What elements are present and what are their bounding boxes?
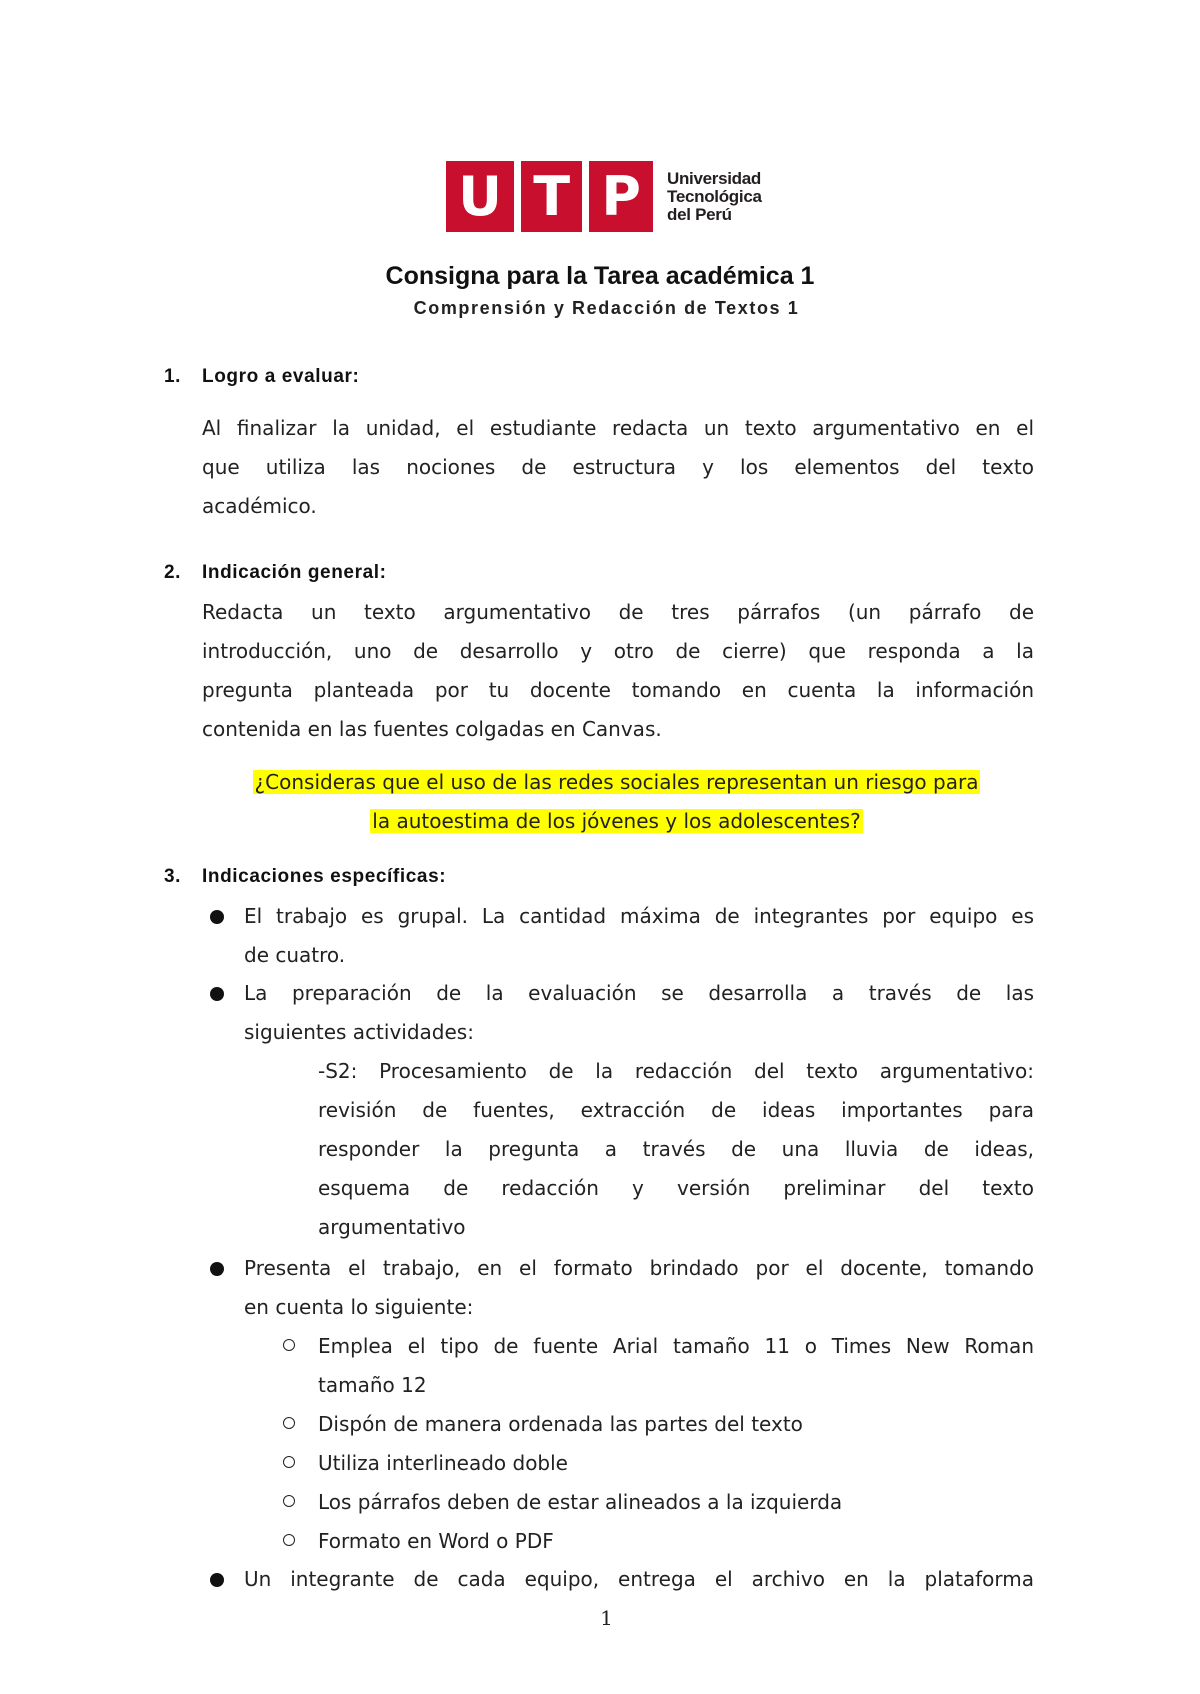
sub-item — [318, 1444, 1034, 1483]
logo-letter-u: U — [458, 165, 502, 228]
sub-item-line: Dispón de manera ordenada las partes del texto — [318, 1412, 803, 1436]
sub-item-line: Formato en Word o PDF — [318, 1529, 554, 1553]
question-line: ¿Consideras que el uso de las redes sociales representan un riesgo para — [254, 770, 979, 794]
document-subtitle: Comprensión y Redacción de Textos 1 — [413, 298, 800, 318]
paragraph-line: Redacta un texto argumentativo de tres párrafos (un párrafo de — [202, 600, 1034, 624]
bullet-line: de cuatro. — [244, 943, 346, 967]
paragraph-line: que utiliza las nociones de estructura y los elementos del texto — [202, 455, 1034, 479]
logo-letter-p: P — [601, 165, 641, 228]
bullet-icon — [210, 987, 224, 1001]
activity-line: argumentativo — [318, 1215, 466, 1239]
circle-bullet-icon — [283, 1495, 295, 1507]
bullet-line: El trabajo es grupal. La cantidad máxima de integrantes por equipo es — [244, 904, 1034, 928]
bullet-line: La preparación de la evaluación se desarrolla a través de las — [244, 981, 1034, 1005]
section-title: Logro a evaluar: — [202, 366, 360, 387]
logo-separator — [514, 161, 521, 232]
section-title: Indicación general: — [202, 562, 387, 583]
section-paragraph — [202, 593, 1034, 749]
document-title: Consigna para la Tarea académica 1 — [385, 262, 815, 290]
section-number: 2. — [164, 562, 182, 583]
utp-logo — [446, 161, 762, 232]
activity-line: esquema de redacción y versión preliminar del texto — [318, 1176, 1034, 1200]
bullet-icon — [210, 1262, 224, 1276]
paragraph-line: Al finalizar la unidad, el estudiante redacta un texto argumentativo en el — [202, 416, 1034, 440]
logo-letter-t: T — [533, 165, 571, 228]
logo-text-line: del Perú — [667, 204, 732, 224]
paragraph-line: contenida en las fuentes colgadas en Canvas. — [202, 717, 662, 741]
section-number: 3. — [164, 866, 182, 887]
section-number: 1. — [164, 366, 182, 387]
section-heading — [164, 562, 387, 584]
section-title: Indicaciones específicas: — [202, 866, 447, 887]
logo-text-line: Universidad — [667, 168, 762, 188]
sub-item — [318, 1522, 1034, 1561]
question-line: la autoestima de los jóvenes y los adolescentes? — [372, 809, 861, 833]
sub-item-line: tamaño 12 — [318, 1373, 427, 1397]
logo-mark — [446, 161, 653, 232]
section-paragraph — [202, 409, 1034, 526]
circle-bullet-icon — [283, 1456, 295, 1468]
page-number: 1 — [600, 1606, 613, 1630]
circle-bullet-icon — [283, 1534, 295, 1546]
bullet-item — [244, 974, 1034, 1052]
logo-separator — [582, 161, 589, 232]
bullet-item — [244, 897, 1034, 975]
activity-description — [318, 1052, 1034, 1247]
circle-bullet-icon — [283, 1417, 295, 1429]
bullet-icon — [210, 910, 224, 924]
logo-text-line: Tecnológica — [667, 186, 762, 206]
sub-item — [318, 1405, 1034, 1444]
bullet-line: Un integrante de cada equipo, entrega el archivo en la plataforma — [244, 1567, 1034, 1591]
sub-item — [318, 1483, 1034, 1522]
sub-item-line: Los párrafos deben de estar alineados a la izquierda — [318, 1490, 843, 1514]
circle-bullet-icon — [283, 1339, 295, 1351]
section-heading — [164, 366, 359, 388]
paragraph-line: académico. — [202, 494, 317, 518]
bullet-icon — [210, 1573, 224, 1587]
logo-wordmark — [667, 170, 762, 224]
sub-item-line: Emplea el tipo de fuente Arial tamaño 11 o Times New Roman — [318, 1334, 1034, 1358]
activity-line: responder la pregunta a través de una lluvia de ideas, — [318, 1137, 1034, 1161]
highlighted-question — [0, 763, 1200, 841]
bullet-line: Presenta el trabajo, en el formato brindado por el docente, tomando — [244, 1256, 1034, 1280]
paragraph-line: introducción, uno de desarrollo y otro de cierre) que responda a la — [202, 639, 1034, 663]
paragraph-line: pregunta planteada por tu docente tomando en cuenta la información — [202, 678, 1034, 702]
bullet-item — [244, 1560, 1034, 1599]
sub-item — [318, 1327, 1034, 1405]
activity-line: -S2: Procesamiento de la redacción del texto argumentativo: — [318, 1059, 1034, 1083]
sub-item-line: Utiliza interlineado doble — [318, 1451, 568, 1475]
section-heading — [164, 866, 446, 888]
bullet-item — [244, 1249, 1034, 1327]
bullet-line: siguientes actividades: — [244, 1020, 474, 1044]
activity-line: revisión de fuentes, extracción de ideas importantes para — [318, 1098, 1034, 1122]
bullet-line: en cuenta lo siguiente: — [244, 1295, 474, 1319]
